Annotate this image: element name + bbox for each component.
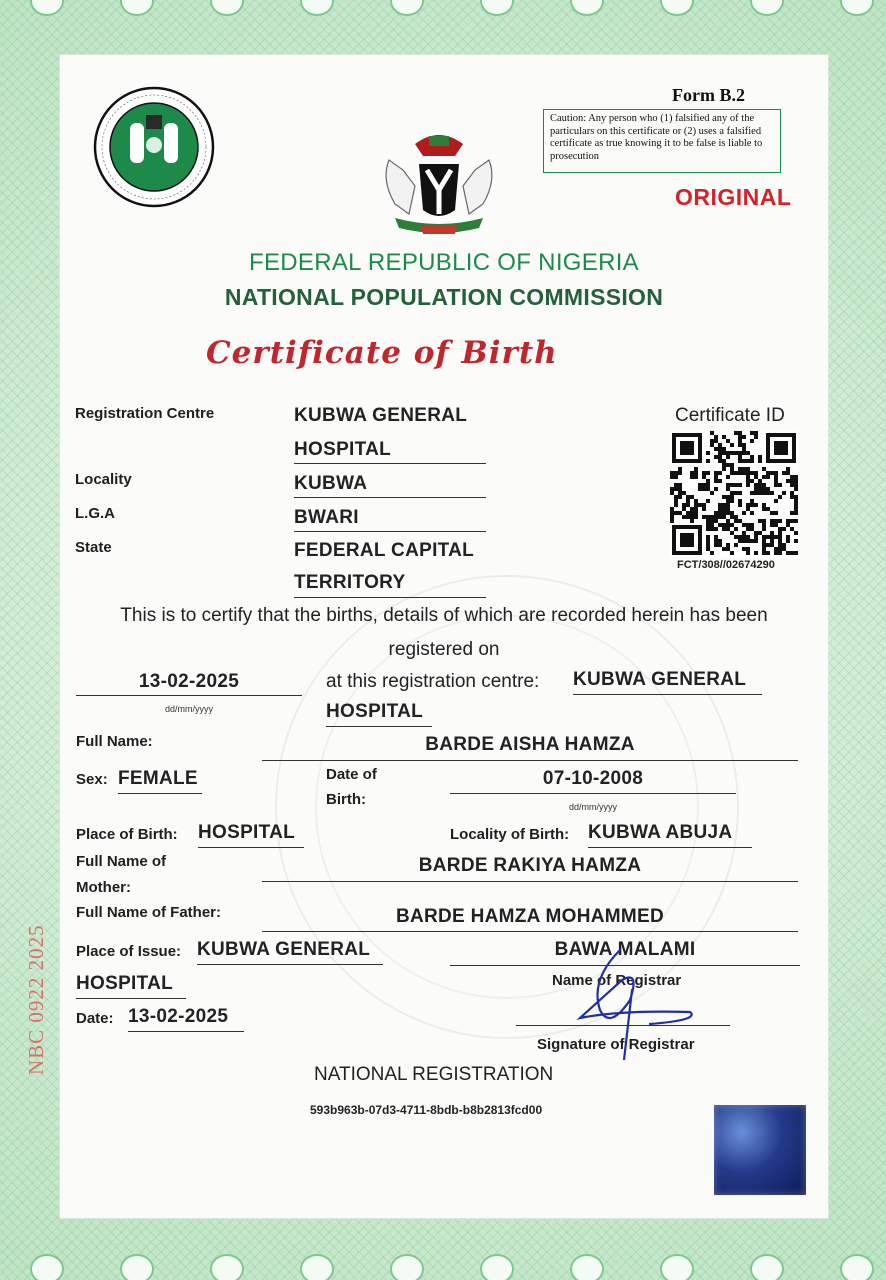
agency-heading: NATIONAL POPULATION COMMISSION (224, 284, 664, 310)
state-value-1: FEDERAL CAPITAL (294, 540, 475, 561)
lga-value: BWARI (294, 507, 359, 528)
registration-centre-value-2: HOSPITAL (294, 439, 392, 460)
locality-of-birth-label: Locality of Birth: (450, 826, 570, 843)
full-name-underline (262, 760, 798, 761)
full-name-label: Full Name: (76, 733, 153, 750)
border-dot (570, 1254, 604, 1280)
state-value-2: TERRITORY (294, 572, 406, 593)
border-dot (30, 0, 64, 16)
father-label: Full Name of Father: (76, 904, 222, 921)
mother-label-1: Full Name of (76, 853, 167, 870)
serial-stamp: NBC 0922 2025 (24, 924, 48, 1075)
state-label: State (75, 539, 112, 556)
sex-underline (118, 793, 202, 794)
registration-centre-phrase: at this registration centre: (326, 671, 540, 692)
place-of-issue-underline-1 (197, 964, 383, 965)
original-label: ORIGINAL (675, 184, 792, 210)
mother-name-value: BARDE RAKIYA HAMZA (418, 855, 642, 876)
state-underline (294, 597, 486, 598)
national-registration-code: 593b963b-07d3-4711-8bdb-b8b2813fcd00 (310, 1103, 543, 1117)
top-border-ornament (0, 0, 886, 26)
qr-code[interactable] (670, 431, 798, 557)
father-name-value: BARDE HAMZA MOHAMMED (395, 906, 665, 927)
certificate-id-label: Certificate ID (675, 405, 785, 426)
border-dot (300, 0, 334, 16)
registration-centre-name-underline-2 (326, 726, 432, 727)
signature-label: Signature of Registrar (537, 1036, 695, 1053)
registered-date: 13-02-2025 (138, 671, 240, 692)
border-dot (390, 0, 424, 16)
issue-date-value: 13-02-2025 (128, 1006, 229, 1027)
border-dot (210, 1254, 244, 1280)
border-dot (840, 0, 874, 16)
sex-label: Sex: (76, 771, 108, 788)
place-of-birth-underline (198, 847, 304, 848)
registration-centre-name-1: KUBWA GENERAL (573, 669, 747, 690)
place-of-issue-value-2: HOSPITAL (76, 973, 174, 994)
border-dot (570, 0, 604, 16)
border-dot (120, 1254, 154, 1280)
border-dot (210, 0, 244, 16)
locality-underline (294, 497, 486, 498)
registrar-name-label: Name of Registrar (552, 972, 682, 989)
mother-name-underline (262, 881, 798, 882)
father-name-underline (262, 931, 798, 932)
certificate-sheet (24, 55, 828, 1218)
issue-date-label: Date: (76, 1010, 114, 1027)
locality-value: KUBWA (294, 473, 368, 494)
dob-label-1: Date of (326, 766, 377, 783)
dob-label-2: Birth: (326, 791, 366, 808)
lga-label: L.G.A (75, 505, 115, 522)
border-dot (390, 1254, 424, 1280)
place-of-issue-value-1: KUBWA GENERAL (197, 939, 371, 960)
locality-of-birth-underline (588, 847, 752, 848)
locality-label: Locality (75, 471, 132, 488)
coat-of-arms (375, 130, 503, 240)
issue-date-underline (128, 1031, 244, 1032)
lga-underline (294, 531, 486, 532)
registered-date-underline (76, 695, 302, 696)
border-dot (30, 1254, 64, 1280)
dob-underline (450, 793, 736, 794)
border-dot (750, 0, 784, 16)
place-of-issue-label: Place of Issue: (76, 943, 182, 960)
border-dot (750, 1254, 784, 1280)
border-dot (840, 1254, 874, 1280)
registration-centre-label: Registration Centre (75, 405, 215, 422)
registration-centre-value-1: KUBWA GENERAL (294, 405, 468, 426)
registration-centre-name-2: HOSPITAL (326, 701, 424, 722)
certify-line-1: This is to certify that the births, details of which are recorded herein has been (120, 605, 768, 626)
centre-underline (294, 463, 486, 464)
border-dot (300, 1254, 334, 1280)
sex-value: FEMALE (118, 768, 198, 789)
border-dot (120, 0, 154, 16)
full-name-value: BARDE AISHA HAMZA (425, 734, 635, 755)
dob-value: 07-10-2008 (542, 768, 644, 789)
place-of-issue-underline-2 (76, 998, 186, 999)
registrar-name-value: BAWA MALAMI (554, 939, 696, 960)
certificate-title: Certificate of Birth (206, 335, 558, 371)
certify-line-2: registered on (388, 639, 500, 660)
bottom-border-ornament (0, 1254, 886, 1280)
border-dot (660, 1254, 694, 1280)
place-of-birth-value: HOSPITAL (198, 822, 296, 843)
form-number: Form B.2 (672, 85, 745, 105)
certificate-id-number: FCT/308//02674290 (677, 559, 775, 571)
caution-box: Caution: Any person who (1) falsified any of the particulars on this certificate or (2) uses a falsified certificate as true knowing it to be false is liable to prosecution (543, 109, 781, 173)
border-dot (480, 1254, 514, 1280)
place-of-birth-label: Place of Birth: (76, 826, 178, 843)
border-dot (480, 0, 514, 16)
country-heading: FEDERAL REPUBLIC OF NIGERIA (249, 249, 639, 276)
mother-label-2: Mother: (76, 879, 131, 896)
security-hologram (714, 1105, 806, 1195)
border-dot (660, 0, 694, 16)
registration-centre-name-underline-1 (573, 694, 762, 695)
locality-of-birth-value: KUBWA ABUJA (588, 822, 733, 843)
signature-underline (516, 1025, 730, 1026)
dob-format: dd/mm/yyyy (568, 802, 617, 812)
registered-date-format: dd/mm/yyyy (164, 704, 213, 714)
npc-seal-logo (92, 85, 216, 209)
national-registration-title: NATIONAL REGISTRATION (314, 1064, 554, 1085)
